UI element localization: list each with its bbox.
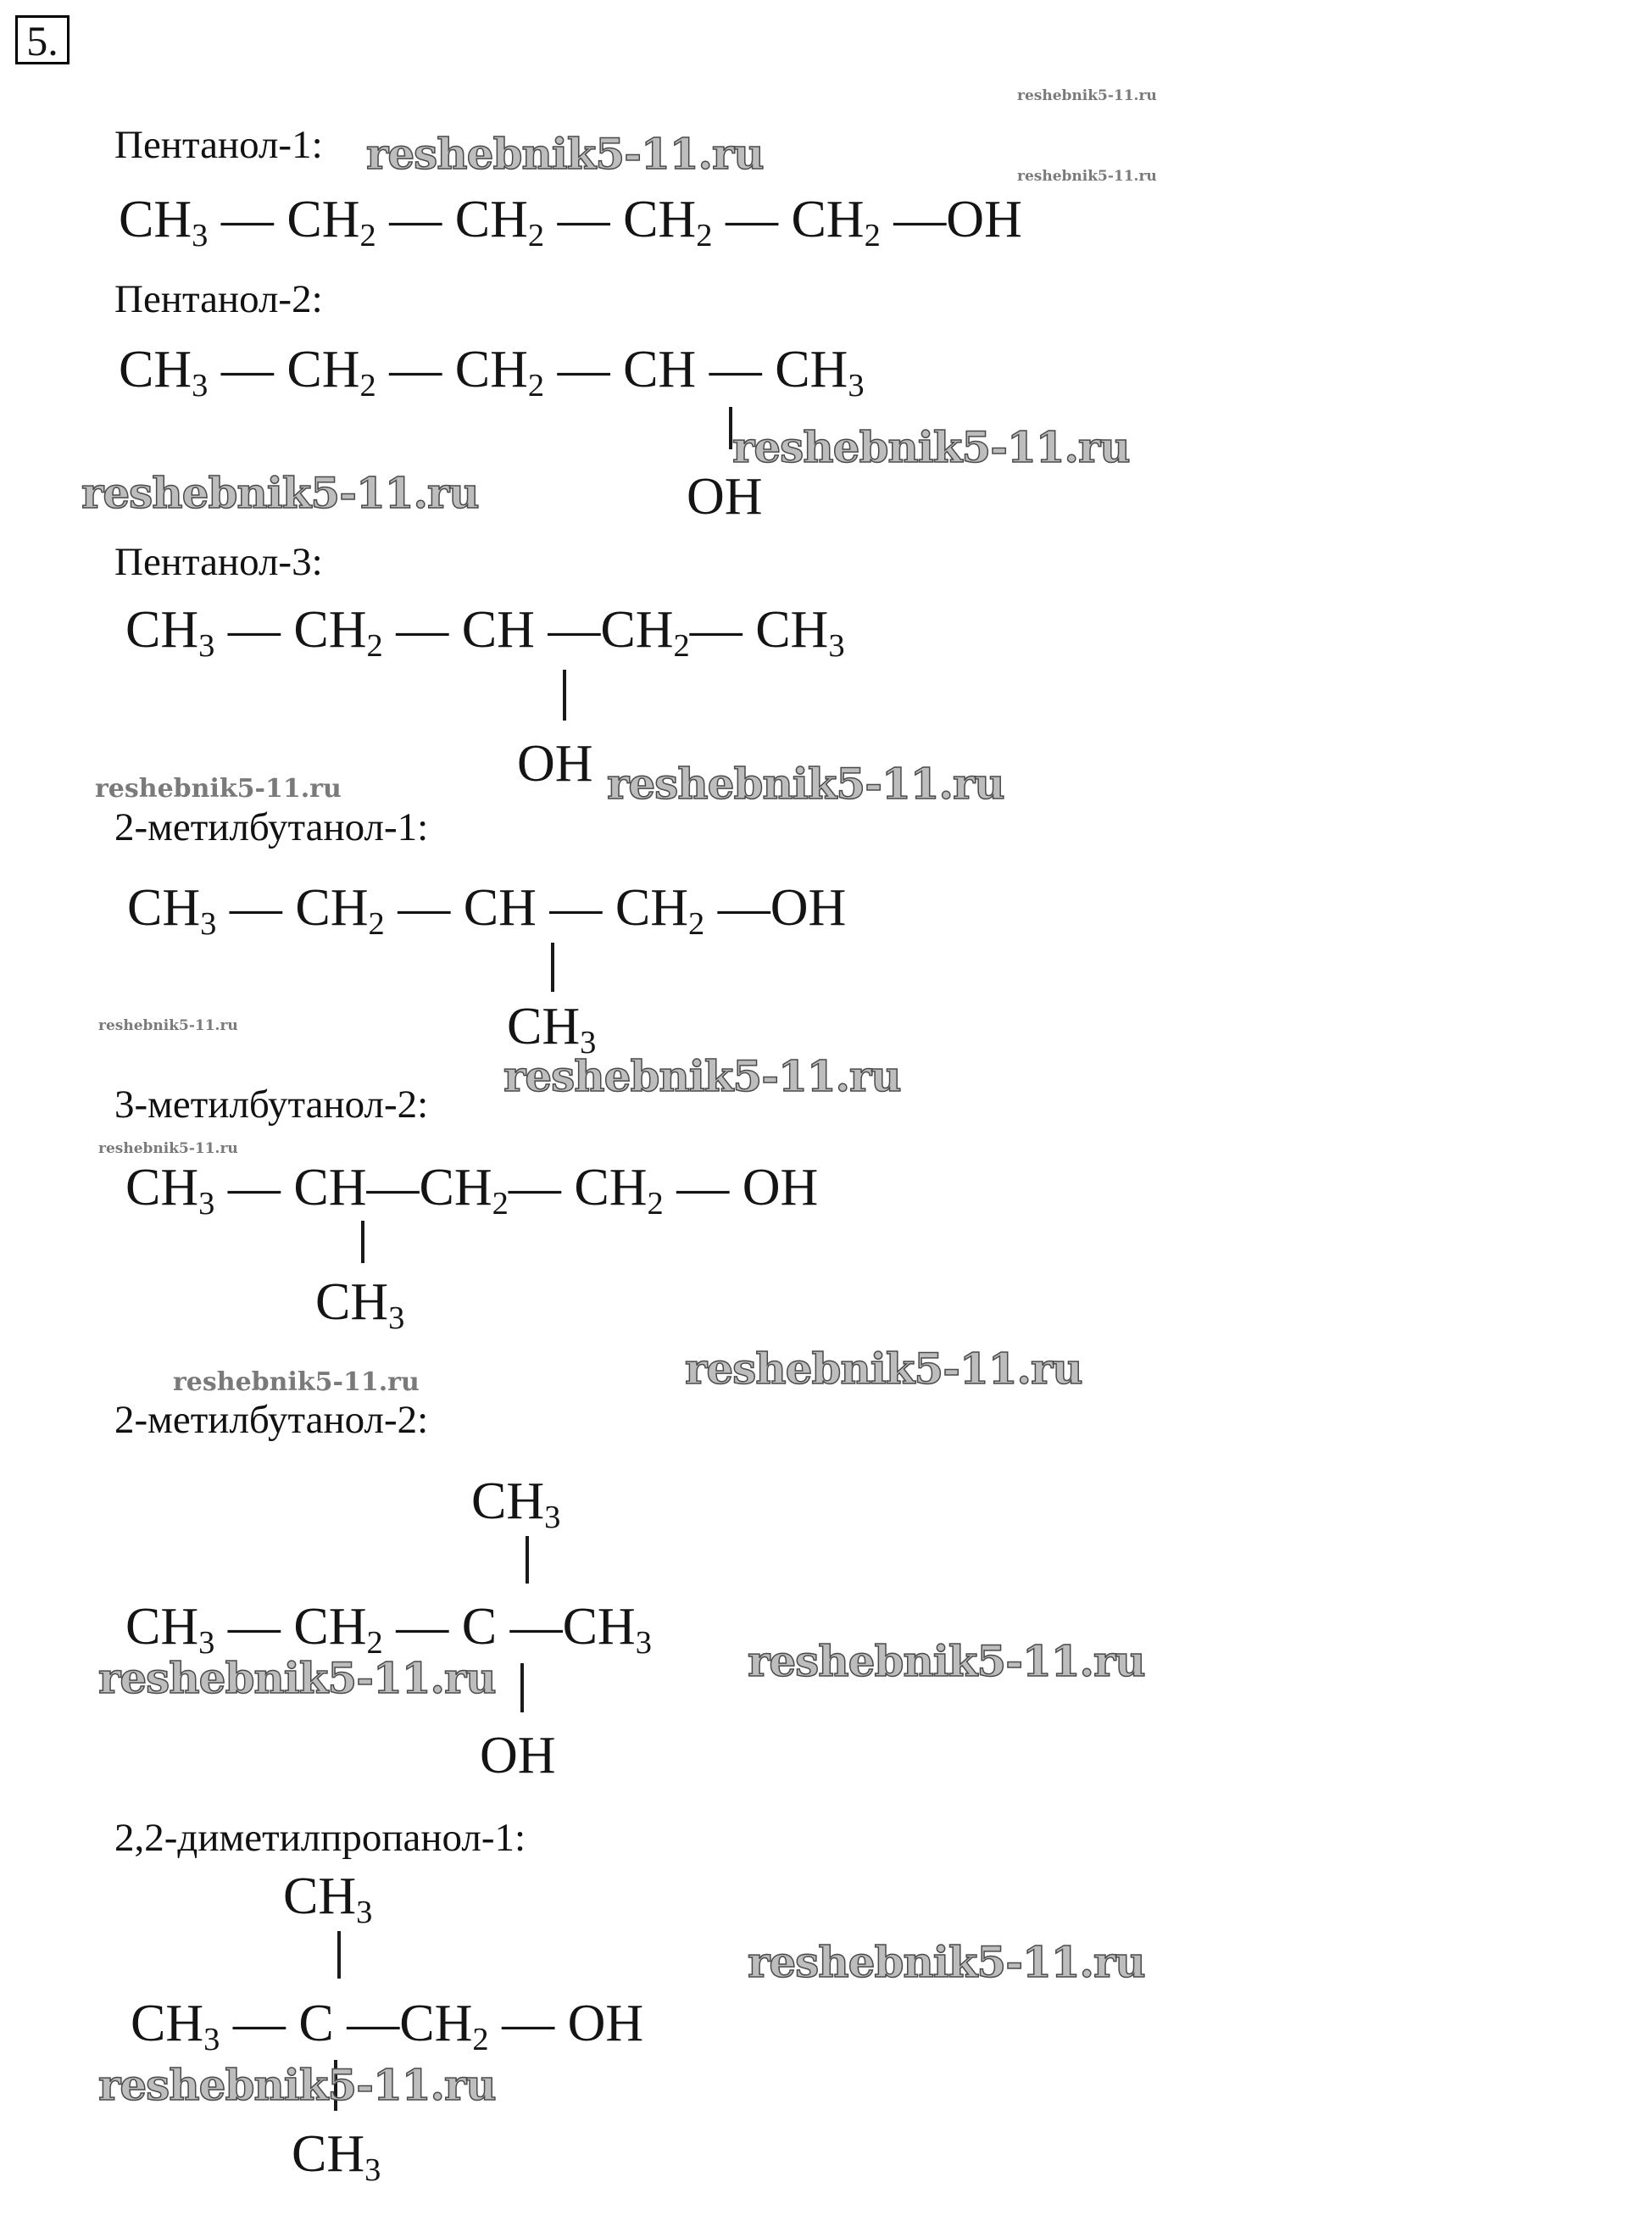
watermark: reshebnik5-11.ru xyxy=(98,1017,238,1034)
compound-6-substituent-top: $CH_3$ xyxy=(471,1472,561,1535)
watermark: reshebnik5-11.ru xyxy=(748,1937,1145,1987)
compound-3-formula: $CH_3$ — $CH_2$ — CH $—CH_2—$ $CH_3$ xyxy=(125,601,845,664)
compound-7-bond-top xyxy=(337,1931,341,1979)
compound-7-substituent-top: $CH_3$ xyxy=(283,1868,373,1930)
watermark: reshebnik5-11.ru xyxy=(98,1653,496,1703)
watermark: reshebnik5-11.ru xyxy=(95,774,342,804)
watermark: reshebnik5-11.ru xyxy=(366,129,764,179)
compound-5-formula: $CH_3$ — $CH—CH_2—$ $CH_2$ — OH xyxy=(125,1159,819,1222)
compound-6-bond-bottom xyxy=(520,1663,524,1712)
compound-5-name: 3-метилбутанол-2: xyxy=(114,1083,429,1127)
watermark: reshebnik5-11.ru xyxy=(748,1636,1145,1686)
compound-5-substituent: $CH_3$ xyxy=(315,1273,405,1336)
compound-2-substituent: OH xyxy=(687,468,763,526)
compound-4-bond xyxy=(551,943,554,992)
compound-3-name: Пентанол-3: xyxy=(114,540,323,584)
watermark: reshebnik5-11.ru xyxy=(607,759,1004,809)
watermark: reshebnik5-11.ru xyxy=(503,1051,901,1101)
compound-1-formula: $CH_3$ — $CH_2$ — $CH_2$ — $CH_2$ — $CH_2$ —OH xyxy=(119,191,1022,253)
compound-7-formula: $CH_3$ — C $—CH_2$ — OH xyxy=(131,1995,644,2057)
watermark: reshebnik5-11.ru xyxy=(173,1367,420,1397)
watermark: reshebnik5-11.ru xyxy=(1017,168,1157,185)
watermark: reshebnik5-11.ru xyxy=(98,1140,238,1157)
compound-2-formula: $CH_3$ — $CH_2$ — $CH_2$ — CH — $CH_3$ xyxy=(119,341,865,404)
watermark: reshebnik5-11.ru xyxy=(98,2060,496,2110)
watermark: reshebnik5-11.ru xyxy=(81,468,479,518)
watermark: reshebnik5-11.ru xyxy=(685,1344,1082,1394)
compound-6-name: 2-метилбутанол-2: xyxy=(114,1398,429,1442)
compound-4-formula: $CH_3$ — $CH_2$ — CH — $CH_2$ —OH xyxy=(127,879,847,942)
watermark: reshebnik5-11.ru xyxy=(1017,87,1157,104)
compound-5-bond xyxy=(361,1221,364,1263)
compound-4-name: 2-метилбутанол-1: xyxy=(114,805,429,849)
compound-1-name: Пентанол-1: xyxy=(114,123,323,167)
compound-3-bond xyxy=(563,670,566,721)
compound-6-substituent-bottom: OH xyxy=(480,1727,556,1784)
compound-7-name: 2,2-диметилпропанол-1: xyxy=(114,1816,526,1860)
compound-6-formula: $CH_3$ — $CH_2$ — C $—CH_3$ xyxy=(125,1598,652,1661)
compound-7-substituent-bottom: $CH_3$ xyxy=(292,2125,381,2188)
problem-number: 5. xyxy=(15,15,70,64)
compound-4-substituent: $CH_3$ xyxy=(507,998,597,1060)
compound-3-substituent: OH xyxy=(517,735,593,793)
watermark: reshebnik5-11.ru xyxy=(732,422,1130,472)
compound-6-bond-top xyxy=(526,1536,529,1584)
compound-2-name: Пентанол-2: xyxy=(114,277,323,321)
